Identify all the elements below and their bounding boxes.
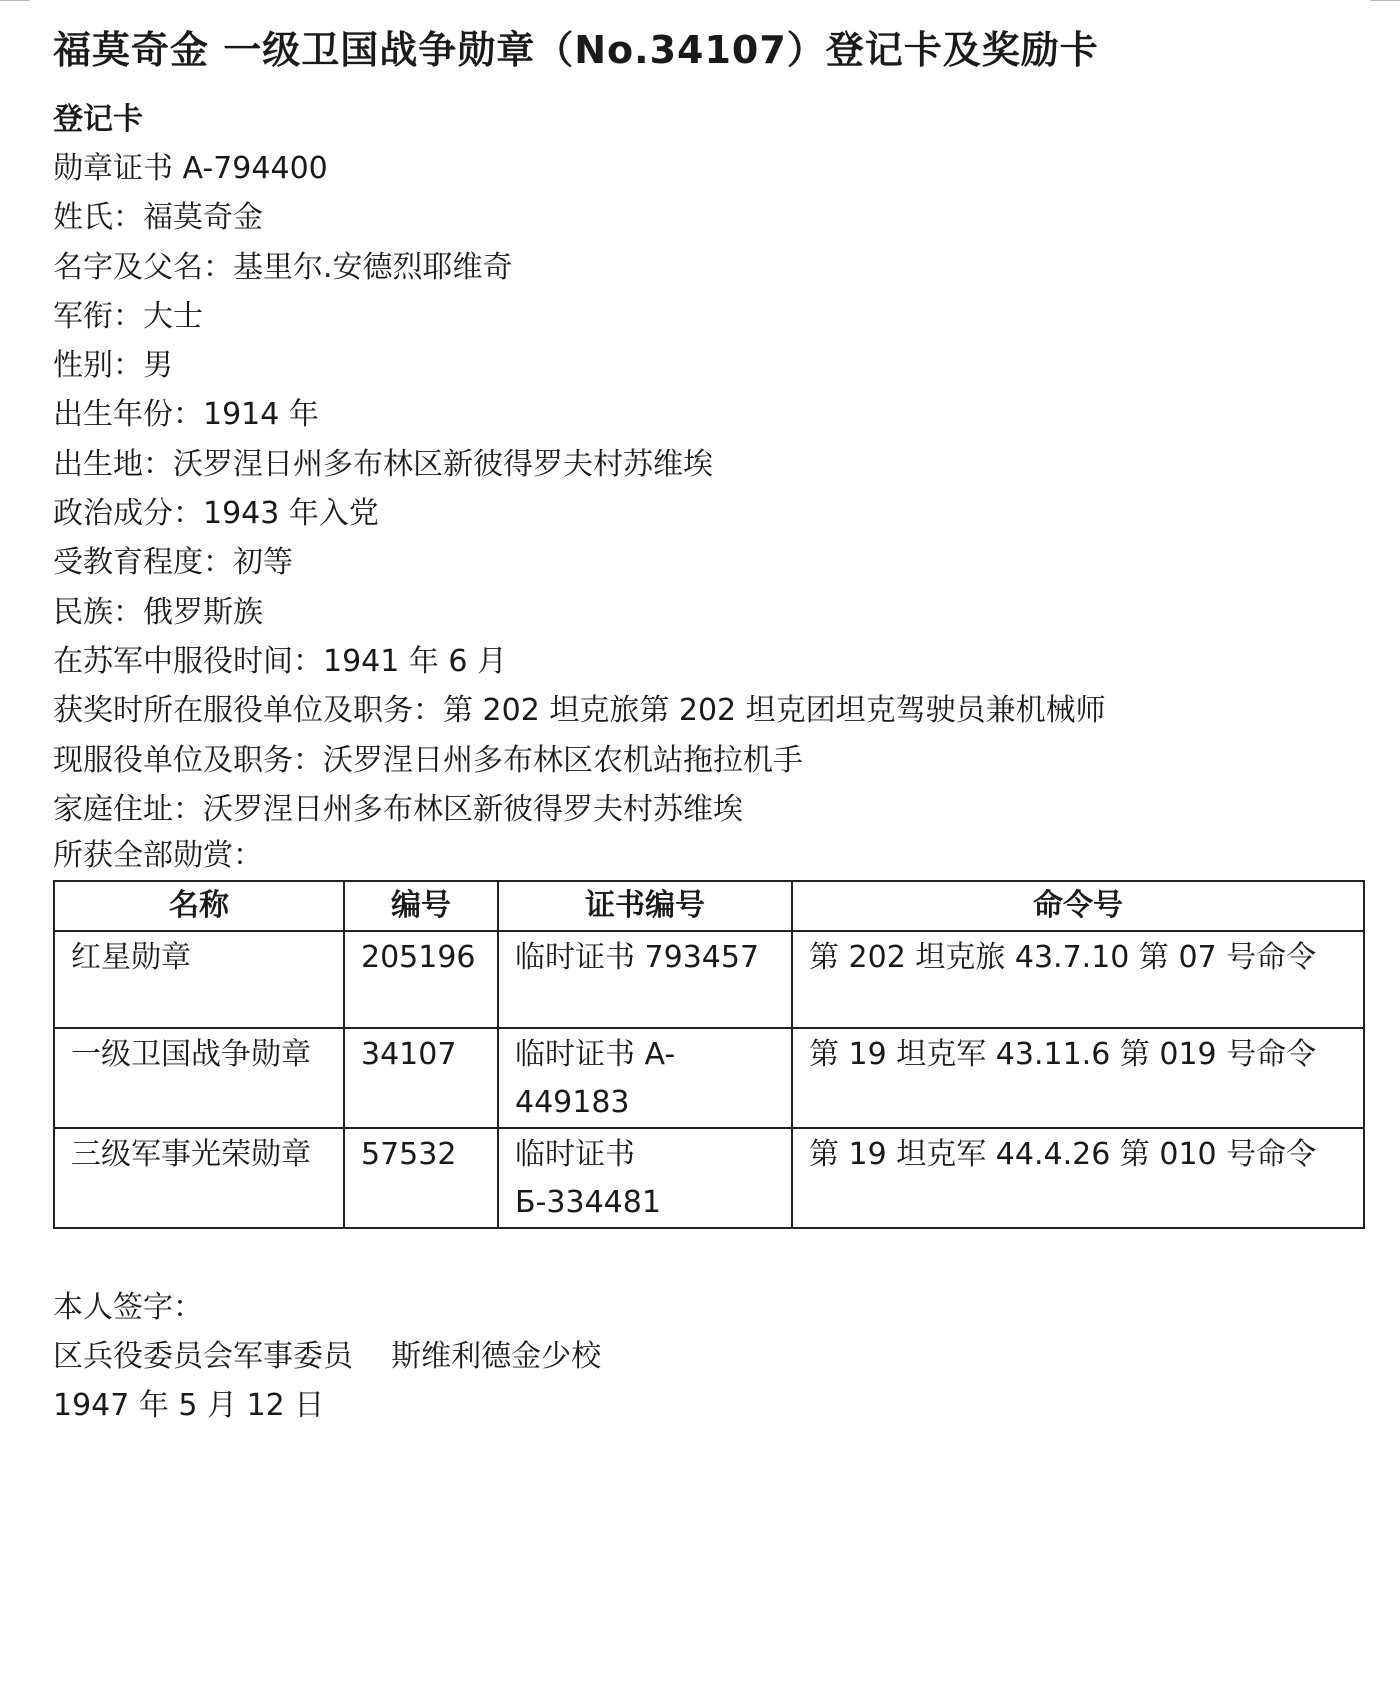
field-unit-at-award: 获奖时所在服役单位及职务：第 202 坦克旅第 202 坦克团坦克驾驶员兼机械师 bbox=[53, 693, 1106, 729]
cell-award-number: 57532 bbox=[344, 1128, 498, 1228]
registration-fields bbox=[53, 144, 1363, 834]
document-page bbox=[53, 22, 1363, 1430]
awards-label: 所获全部勋赏： bbox=[53, 838, 263, 874]
signature-label: 本人签字： bbox=[53, 1290, 203, 1326]
header-number: 编号 bbox=[344, 881, 498, 931]
awards-table bbox=[53, 880, 1365, 1229]
signature-block bbox=[53, 1283, 1363, 1430]
cell-certificate: 临时证书 A-449183 bbox=[498, 1028, 792, 1128]
field-birthplace: 出生地：沃罗涅日州多布林区新彼得罗夫村苏维埃 bbox=[53, 446, 713, 482]
field-home-address: 家庭住址：沃罗涅日州多布林区新彼得罗夫村苏维埃 bbox=[53, 791, 743, 827]
header-order-number: 命令号 bbox=[792, 881, 1364, 931]
field-current-unit: 现服役单位及职务：沃罗涅日州多布林区农机站拖拉机手 bbox=[53, 742, 803, 778]
table-row bbox=[54, 1128, 1364, 1228]
signer: 区兵役委员会军事委员 斯维利德金少校 bbox=[53, 1339, 602, 1375]
cell-award-number: 34107 bbox=[344, 1028, 498, 1128]
header-certificate-number: 证书编号 bbox=[498, 881, 792, 931]
field-party-membership: 政治成分：1943 年入党 bbox=[53, 496, 379, 532]
cell-certificate: 临时证书 793457 bbox=[498, 931, 792, 1028]
page-corner-right bbox=[1370, 0, 1400, 5]
field-sex: 性别：男 bbox=[53, 348, 173, 384]
page-corner-left bbox=[0, 0, 30, 5]
document-title: 福莫奇金 一级卫国战争勋章（No.34107）登记卡及奖励卡 bbox=[53, 28, 1099, 72]
field-certificate: 勋章证书 A-794400 bbox=[53, 151, 328, 186]
header-name: 名称 bbox=[54, 881, 344, 931]
cell-award-name: 一级卫国战争勋章 bbox=[54, 1028, 344, 1128]
field-rank: 军衔：大士 bbox=[53, 298, 203, 334]
cell-order: 第 19 坦克军 43.11.6 第 019 号命令 bbox=[792, 1028, 1364, 1128]
cell-award-name: 三级军事光荣勋章 bbox=[54, 1128, 344, 1228]
field-birth-year: 出生年份：1914 年 bbox=[53, 397, 319, 433]
cell-certificate: 临时证书Б-334481 bbox=[498, 1128, 792, 1228]
field-service-start: 在苏军中服役时间：1941 年 6 月 bbox=[53, 643, 508, 679]
table-row bbox=[54, 931, 1364, 1028]
field-ethnicity: 民族：俄罗斯族 bbox=[53, 594, 263, 630]
field-given-name: 名字及父名：基里尔.安德烈耶维奇 bbox=[53, 249, 513, 285]
cell-award-number: 205196 bbox=[344, 931, 498, 1028]
field-surname: 姓氏：福莫奇金 bbox=[53, 200, 263, 236]
cell-order: 第 19 坦克军 44.4.26 第 010 号命令 bbox=[792, 1128, 1364, 1228]
section-heading: 登记卡 bbox=[53, 102, 143, 137]
cell-award-name: 红星勋章 bbox=[54, 931, 344, 1028]
signature-date: 1947 年 5 月 12 日 bbox=[53, 1388, 325, 1424]
table-row bbox=[54, 1028, 1364, 1128]
field-education: 受教育程度：初等 bbox=[53, 545, 293, 581]
cell-order: 第 202 坦克旅 43.7.10 第 07 号命令 bbox=[792, 931, 1364, 1028]
table-header-row bbox=[54, 881, 1364, 931]
